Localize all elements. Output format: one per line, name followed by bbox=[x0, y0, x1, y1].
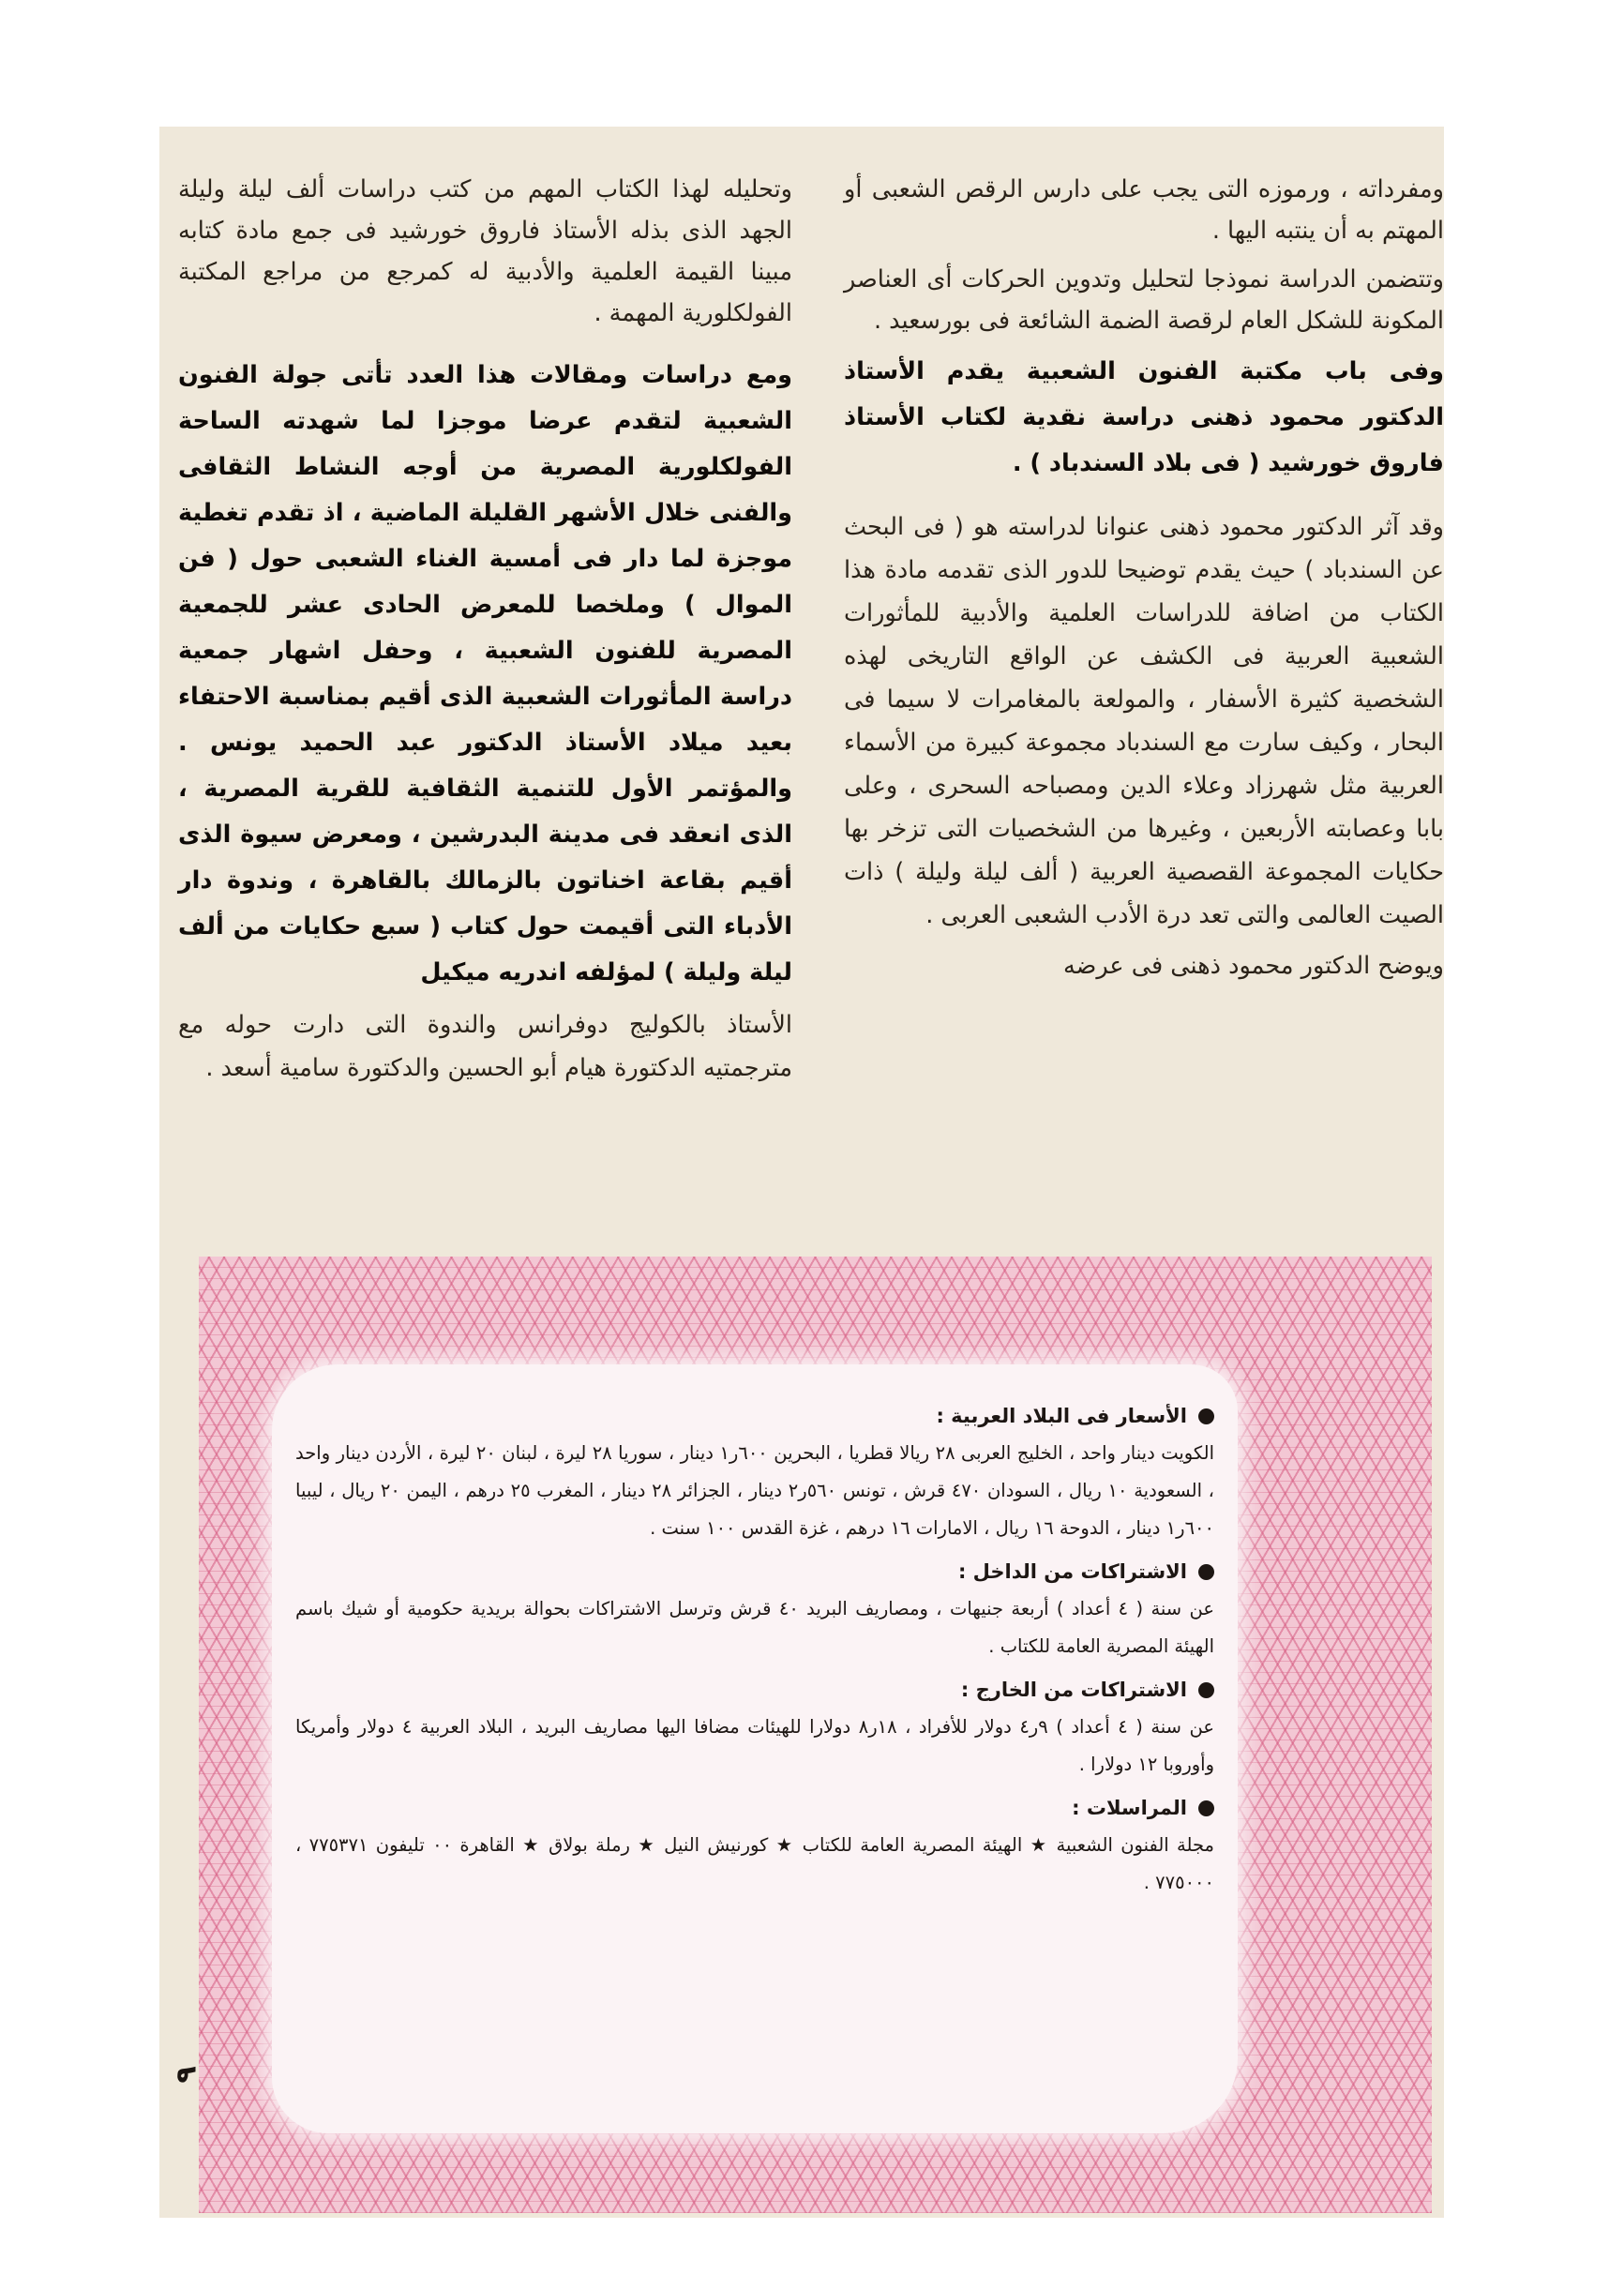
section-heading: الاشتراكات من الخارج : bbox=[295, 1671, 1214, 1709]
article-right-column bbox=[844, 169, 1444, 995]
paragraph: ومفرداته ، ورموزه التى يجب على دارس الرقص الشعبى أو المهتم به أن ينتبه اليها . bbox=[844, 175, 1444, 245]
bullet-icon bbox=[1198, 1564, 1214, 1580]
bullet-icon bbox=[1198, 1800, 1214, 1816]
paragraph: وتتضمن الدراسة نموذجا لتحليل وتدوين الحركات أى العناصر المكونة للشكل العام لرقصة الضمة الشائعة فى بورسعيد . bbox=[844, 265, 1444, 335]
info-section-subscriptions-domestic bbox=[295, 1553, 1214, 1665]
paragraph: الأستاذ بالكوليج دوفرانس والندوة التى دارت حوله مع مترجمتيه الدكتورة هيام أبو الحسين والدكتورة سامية أسعد . bbox=[178, 1011, 792, 1082]
paragraph: ويوضح الدكتور محمود ذهنى فى عرضه bbox=[1063, 952, 1444, 980]
bullet-icon bbox=[1198, 1682, 1214, 1698]
paragraph: ومع دراسات ومقالات هذا العدد تأتى جولة الفنون الشعبية لتقدم عرضا موجزا لما شهدته الساحة الفولكلورية المصرية من أوجه النشاط الثقافى والفنى خلال الأشهر القليلة الماضية ، اذ تقدم تغطية موجزة لما دار فى أمسية الغناء الشعبى حول ( فن الموال ) وملخصا للمعرض الحادى عشر للجمعية المصرية للفنون الشعبية ، وحفل اشهار جمعية دراسة المأثورات الشعبية الذى أقيم بمناسبة الاحتفاء بعيد ميلاد الأستاذ الدكتور عبد الحميد يونس . والمؤتمر الأول للتنمية الثقافية للقرية المصرية ، الذى انعقد فى مدينة البدرشين ، ومعرض سيوة الذى أقيم بقاعة اخناتون بالزمالك بالقاهرة ، وندوة دار الأدباء التى أقيمت حول كتاب ( سبع حكايات من ألف ليلة وليلة ) لمؤلفه اندريه ميكيل bbox=[178, 361, 792, 986]
info-box bbox=[295, 1397, 1214, 1907]
paragraph: وتحليله لهذا الكتاب المهم من كتب دراسات ألف ليلة وليلة الجهد الذى بذله الأستاذ فاروق خورشيد فى جمع مادة كتابه مبينا القيمة العلمية والأدبية له كمرجع من مراجع المكتبة الفولكلورية المهمة . bbox=[178, 175, 792, 327]
info-section-correspondence bbox=[295, 1789, 1214, 1902]
section-body: الكويت دينار واحد ، الخليج العربى ٢٨ ريالا قطريا ، البحرين ٦٠٠ر١ دينار ، سوريا ٢٨ ليرة ، لبنان ٢٠ ليرة ، الأردن دينار واحد ، السعودية ١٠ ريال ، السودان ٤٧٠ قرش ، تونس ٥٦٠ر٢ دينار ، الجزائر ٢٨ دينار ، المغرب ٢٥ درهم ، اليمن ٢٠ ريال ، ليبيا ٦٠٠ر١ دينار ، الدوحة ١٦ ريال ، الامارات ١٦ درهم ، غزة القدس ١٠٠ سنت . bbox=[295, 1442, 1214, 1539]
page-number: ٩ bbox=[170, 2066, 203, 2084]
paragraph: وفى باب مكتبة الفنون الشعبية يقدم الأستاذ الدكتور محمود ذهنى دراسة نقدية لكتاب الأستاذ فاروق خورشيد ( فى بلاد السندباد ) . bbox=[844, 357, 1444, 477]
article-left-column bbox=[178, 169, 792, 1097]
paragraph: وقد آثر الدكتور محمود ذهنى عنوانا لدراسته هو ( فى البحث عن السندباد ) حيث يقدم توضيحا للدور الذى تقدمه مادة هذا الكتاب من اضافة للدراسات العلمية والأدبية للمأثورات الشعبية العربية فى الكشف عن الواقع التاريخى لهذه الشخصية كثيرة الأسفار ، والمولعة بالمغامرات لا سيما فى البحار ، وكيف سارت مع السندباد مجموعة كبيرة من الأسماء العربية مثل شهرزاد وعلاء الدين ومصباحه السحرى ، وعلى بابا وعصابته الأربعين ، وغيرها من الشخصيات التى تزخر بها حكايات المجموعة القصصية العربية ( ألف ليلة وليلة ) ذات الصيت العالمى والتى تعد درة الأدب الشعبى العربى . bbox=[844, 513, 1444, 929]
bullet-icon bbox=[1198, 1408, 1214, 1424]
info-section-prices-arab bbox=[295, 1397, 1214, 1547]
section-heading: الأسعار فى البلاد العربية : bbox=[295, 1397, 1214, 1435]
section-body: مجلة الفنون الشعبية ★ الهيئة المصرية العامة للكتاب ★ كورنيش النيل ★ رملة بولاق ★ القاهرة ٠٠ تليفون ٧٧٥٣٧١ ، ٧٧٥٠٠٠ . bbox=[295, 1834, 1214, 1893]
section-heading: المراسلات : bbox=[295, 1789, 1214, 1827]
section-heading: الاشتراكات من الداخل : bbox=[295, 1553, 1214, 1590]
info-section-subscriptions-abroad bbox=[295, 1671, 1214, 1784]
section-body: عن سنة ( ٤ أعداد ) أربعة جنيهات ، ومصاريف البريد ٤٠ قرش وترسل الاشتراكات بحوالة بريدية حكومية أو شيك باسم الهيئة المصرية العامة للكتاب . bbox=[295, 1598, 1214, 1657]
section-body: عن سنة ( ٤ أعداد ) ٩ر٤ دولار للأفراد ، ١٨ر٨ دولارا للهيئات مضافا اليها مصاريف البريد ، البلاد العربية ٤ دولار وأمريكا وأوروبا ١٢ دولارا . bbox=[295, 1716, 1214, 1775]
